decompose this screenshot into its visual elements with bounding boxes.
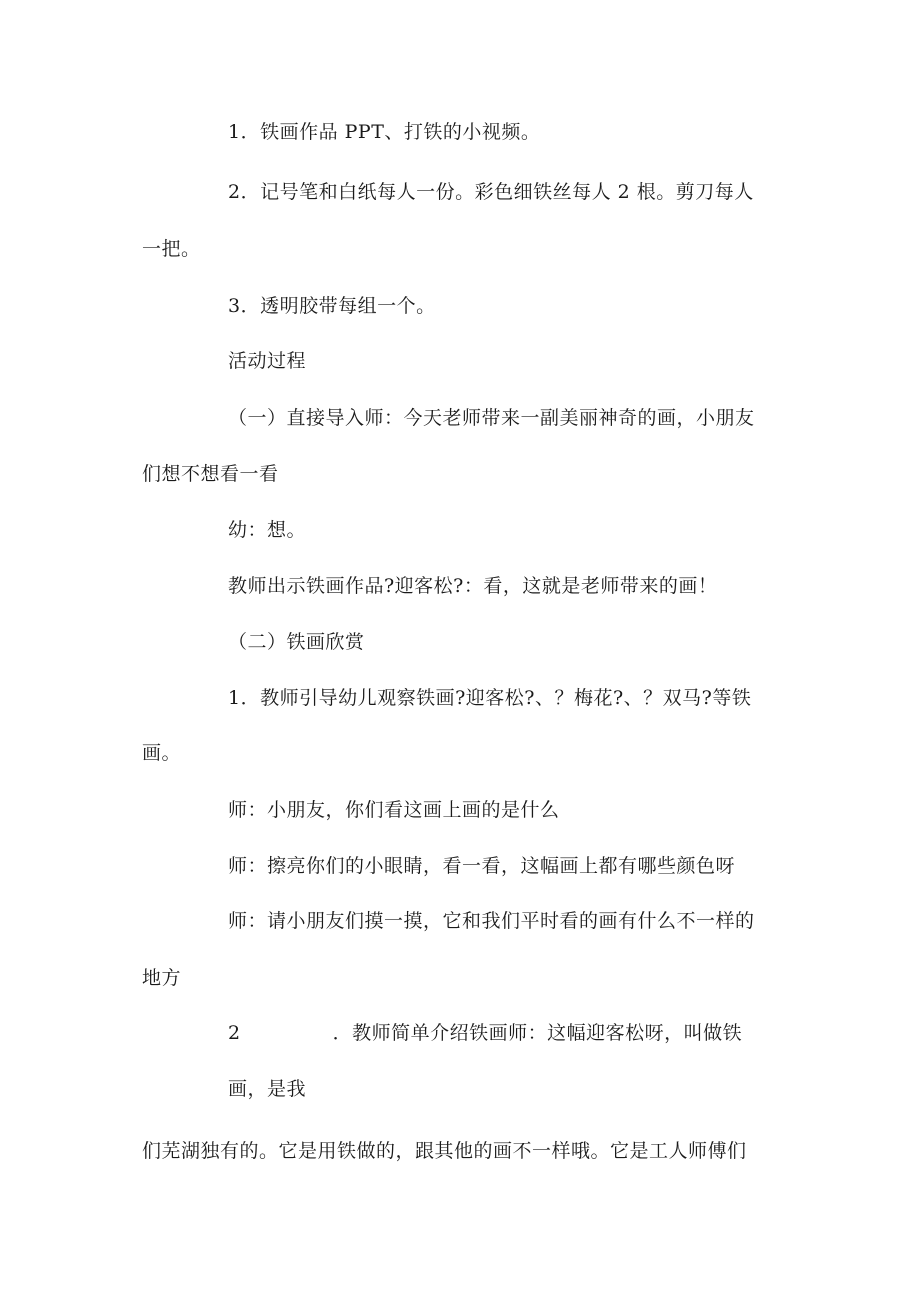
appreciation-step-1-continued: 画。 [142,742,182,764]
material-item-1: 1．铁画作品 PPT、打铁的小视频。 [228,121,541,143]
section-heading-appreciation: （二）铁画欣赏 [228,631,365,653]
material-item-3: 3．透明胶带每组一个。 [228,295,436,317]
teacher-question-3: 师：请小朋友们摸一摸，它和我们平时看的画有什么不一样的 [228,910,755,932]
step-one-intro: （一）直接导入师：今天老师带来一副美丽神奇的画，小朋友 [228,407,755,429]
step-one-intro-continued: 们想不想看一看 [142,463,279,485]
teacher-question-2: 师：擦亮你们的小眼睛，看一看，这幅画上都有哪些颜色呀 [228,855,736,877]
step-text: ．教师简单介绍铁画师：这幅迎客松呀，叫做铁 [332,1022,743,1044]
section-heading-activity-process: 活动过程 [228,350,307,372]
step-number: 2 [228,1022,241,1044]
material-item-2: 2．记号笔和白纸每人一份。彩色细铁丝每人 2 根。剪刀每人 [228,181,754,203]
appreciation-step-2 [228,1021,742,1045]
teacher-question-1: 师：小朋友，你们看这画上画的是什么 [228,799,560,821]
appreciation-step-1: 1．教师引导幼儿观察铁画?迎客松?、？梅花?、？双马?等铁 [228,687,752,709]
appreciation-step-2-continued: 们芜湖独有的。它是用铁做的，跟其他的画不一样哦。它是工人师傅们 [142,1140,747,1162]
material-item-2-continued: 一把。 [142,238,201,260]
appreciation-step-2-wrap: 画，是我 [228,1078,307,1100]
teacher-question-3-continued: 地方 [142,967,182,989]
teacher-shows-artwork: 教师出示铁画作品?迎客松?：看，这就是老师带来的画！ [228,575,718,597]
child-response: 幼：想。 [228,519,307,541]
